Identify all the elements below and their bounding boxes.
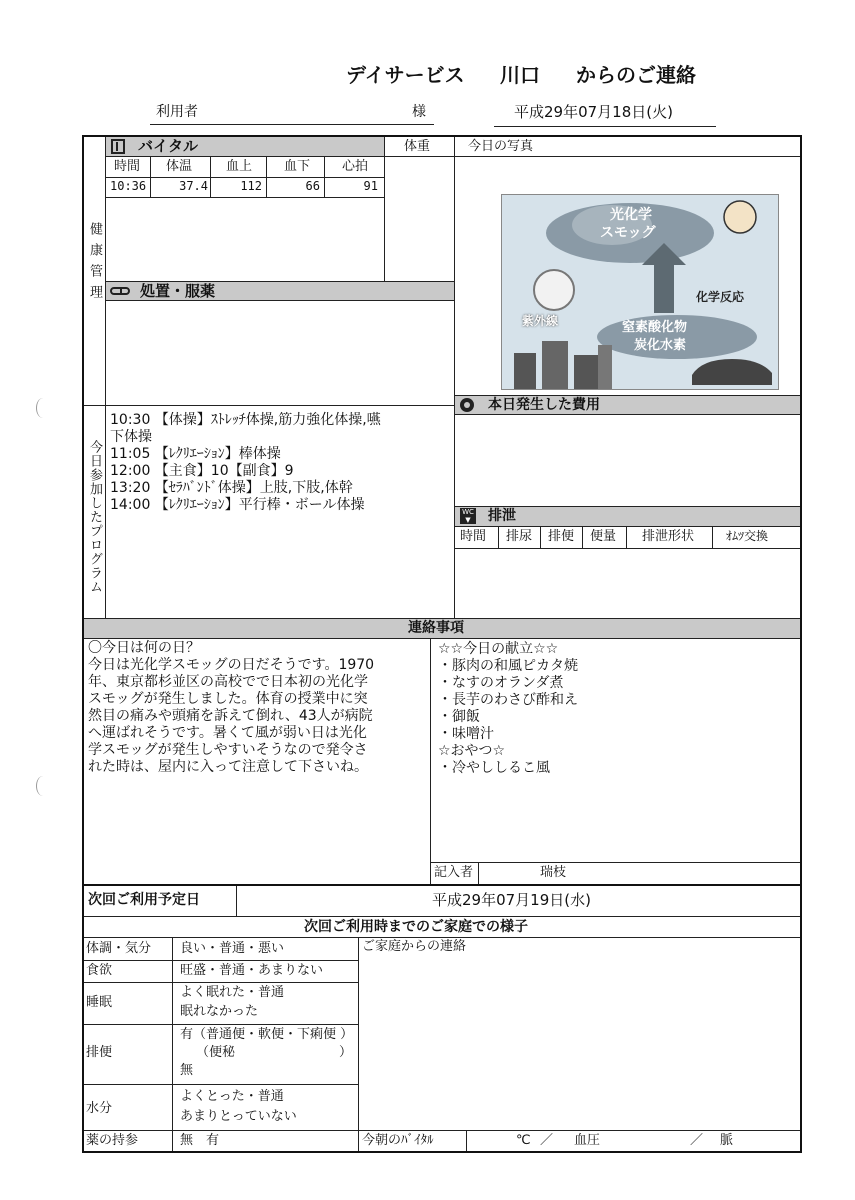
menu-line: ☆おやつ☆ xyxy=(438,743,506,759)
family-row-line xyxy=(84,1130,800,1131)
nox-text-2: 炭化水素 xyxy=(634,338,687,353)
vital-header-bp-high: 血上 xyxy=(226,159,253,174)
family-label-divider xyxy=(172,937,173,1151)
vital-header-line xyxy=(106,177,384,178)
program-line: 下体操 xyxy=(110,429,152,445)
toilet-icon: WC ▼ xyxy=(460,508,476,524)
excretion-col-4 xyxy=(626,526,627,548)
nox-text-1: 窒素酸化物 xyxy=(622,320,688,335)
title-prefix: デイサービス xyxy=(346,63,465,87)
excretion-header-stool: 排便 xyxy=(548,529,575,544)
vital-col-4 xyxy=(324,156,325,198)
vital-value-pulse: 91 xyxy=(363,179,378,193)
family-title-line xyxy=(84,937,800,938)
program-top-line xyxy=(84,405,454,406)
program-line: 14:00 【ﾚｸﾘｴｰｼｮﾝ】平行棒・ボール体操 xyxy=(110,497,365,513)
health-label-divider xyxy=(105,137,106,618)
coin-icon xyxy=(460,398,474,412)
uv-text: 紫外線 xyxy=(522,314,559,328)
temp-unit: ℃ xyxy=(516,1133,531,1148)
treatment-title: 処置・服薬 xyxy=(140,282,216,300)
notes-left-line: れた時は、屋内に入って注意して下さいね。 xyxy=(88,759,368,775)
treatment-title-line xyxy=(106,300,454,301)
family-row-line xyxy=(84,1084,358,1085)
excretion-header-shape: 排泄形状 xyxy=(642,529,695,544)
notes-left-line: 今日は光化学スモッグの日だそうです。1970 xyxy=(88,657,375,673)
cost-title-line xyxy=(454,414,800,415)
notes-left-line: 学スモッグが発生しやすいそうなので発令さ xyxy=(88,742,368,758)
smog-text-1: 光化学 xyxy=(610,207,652,223)
excretion-col-3 xyxy=(582,526,583,548)
family-row-options-sleep-1: よく眠れた・普通 xyxy=(180,985,285,1000)
excretion-header-amount: 便量 xyxy=(590,529,617,544)
family-row-line xyxy=(84,960,358,961)
weight-label: 体重 xyxy=(404,139,431,154)
family-row-label-water: 水分 xyxy=(86,1101,113,1116)
pill-icon xyxy=(110,287,130,295)
binder-hole-mark xyxy=(36,776,50,796)
menu-line: ・なすのオランダ煮 xyxy=(438,675,564,691)
excretion-col-2 xyxy=(540,526,541,548)
family-title: 次回ご利用時までのご家庭での様子 xyxy=(304,919,528,935)
thermometer-icon xyxy=(111,139,125,154)
photo-left-divider xyxy=(454,137,455,618)
vital-header-time: 時間 xyxy=(114,159,141,174)
pulse-label: 脈 xyxy=(720,1133,734,1148)
family-row-label-medicine: 薬の持参 xyxy=(86,1133,139,1148)
vital-col-3 xyxy=(266,156,267,198)
menu-line: ・御飯 xyxy=(438,709,480,725)
cost-title: 本日発生した費用 xyxy=(488,397,600,413)
writer-line xyxy=(430,862,800,863)
program-line: 10:30 【体操】ｽﾄﾚｯﾁ体操,筋力強化体操,嚥 xyxy=(110,412,381,428)
notes-left-line: スモッグが発生しました。体育の授業中に突 xyxy=(88,691,368,707)
vital-value-bp-low: 66 xyxy=(305,179,320,193)
family-row-options-sleep-2: 眠れなかった xyxy=(180,1004,259,1019)
title-name: 川口 xyxy=(500,63,540,87)
notes-left-line: へ運ばれそうです。暑くて風が弱い日は光化 xyxy=(88,725,367,741)
user-underline xyxy=(150,124,434,125)
family-options-divider xyxy=(358,937,359,1151)
family-row-line xyxy=(84,982,358,983)
menu-line: ・冷やししるこ風 xyxy=(438,760,550,776)
family-row-options-condition: 良い・普通・悪い xyxy=(180,941,285,956)
program-line: 11:05 【ﾚｸﾘｴｰｼｮﾝ】棒体操 xyxy=(110,446,281,462)
program-lines xyxy=(110,412,381,514)
family-row-options-stool-2: （便秘 ） xyxy=(196,1045,353,1060)
notes-title: 連絡事項 xyxy=(408,620,464,636)
family-row-options-stool-1: 有（普通便・軟便・下痢便 ） xyxy=(180,1027,354,1042)
morning-vital-label: 今朝のﾊﾞｲﾀﾙ xyxy=(362,1133,434,1148)
next-visit-date: 平成29年07月19日(水) xyxy=(432,891,591,909)
notes-left-text xyxy=(88,640,374,776)
excretion-header-line xyxy=(454,548,800,549)
family-row-options-appetite: 旺盛・普通・あまりない xyxy=(180,963,324,978)
excretion-header-diaper: ｵﾑﾂ交換 xyxy=(726,529,769,543)
morning-vital-divider xyxy=(466,1130,467,1151)
family-row-label-condition: 体調・気分 xyxy=(86,941,152,956)
smog-text-2: スモッグ xyxy=(600,225,656,241)
writer-divider xyxy=(478,862,479,884)
excretion-title: 排泄 xyxy=(488,508,516,524)
program-line: 13:20 【ｾﾗﾊﾞﾝﾄﾞ体操】上肢,下肢,体幹 xyxy=(110,480,353,496)
date-underline xyxy=(494,126,716,127)
weight-line xyxy=(384,156,454,157)
vital-col-2 xyxy=(210,156,211,198)
photo-label: 今日の写真 xyxy=(468,139,534,154)
slash-1: ／ xyxy=(540,1133,554,1148)
family-row-options-water-1: よくとった・普通 xyxy=(180,1089,284,1104)
honorific: 様 xyxy=(412,104,426,120)
menu-line: ☆☆今日の献立☆☆ xyxy=(438,641,559,657)
user-label: 利用者 xyxy=(156,104,198,120)
notes-title-line xyxy=(84,638,800,639)
binder-hole-mark xyxy=(36,398,50,418)
bp-label: 血圧 xyxy=(574,1133,601,1148)
next-visit-divider xyxy=(236,886,237,916)
vital-header-pulse: 心拍 xyxy=(342,159,369,174)
reaction-text: 化学反応 xyxy=(696,290,745,304)
vital-value-bp-high: 112 xyxy=(240,179,262,193)
vital-value-temp: 37.4 xyxy=(179,179,208,193)
title-suffix: からのご連絡 xyxy=(576,63,696,87)
health-section-label: 健康管理 xyxy=(87,222,102,306)
vital-right-divider xyxy=(384,137,385,281)
next-visit-bottom-line xyxy=(84,916,800,917)
notes-center-divider xyxy=(430,638,431,884)
program-section-label: 今日参加したプログラム xyxy=(87,440,102,594)
vital-value-line xyxy=(106,197,384,198)
frame-right xyxy=(800,135,802,1153)
excretion-header-urine: 排尿 xyxy=(506,529,533,544)
menu-line: ・長芋のわさび酢和え xyxy=(438,692,578,708)
excretion-title-line xyxy=(454,526,800,527)
next-visit-label: 次回ご利用予定日 xyxy=(88,892,200,908)
vital-header-temp: 体温 xyxy=(166,159,193,174)
menu-line: ・味噌汁 xyxy=(438,726,494,742)
family-row-options-water-2: あまりとっていない xyxy=(180,1109,297,1124)
header-date: 平成29年07月18日(火) xyxy=(514,103,673,121)
vital-header-bp-low: 血下 xyxy=(284,159,311,174)
notes-left-line: 〇今日は何の日？ xyxy=(88,640,200,656)
vital-value-time: 10:36 xyxy=(110,179,147,193)
family-row-label-sleep: 睡眠 xyxy=(86,995,113,1010)
family-row-options-medicine: 無 有 xyxy=(180,1133,220,1148)
family-row-options-stool-3: 無 xyxy=(180,1063,194,1078)
writer-name: 瑞枝 xyxy=(540,865,567,880)
frame-bottom xyxy=(82,1151,802,1153)
notes-left-line: 然目の痛みや頭痛を訴えて倒れ、43人が病院 xyxy=(88,708,373,724)
excretion-col-1 xyxy=(498,526,499,548)
vital-col-1 xyxy=(150,156,151,198)
family-row-line xyxy=(84,1024,358,1025)
menu-line: ・豚肉の和風ピカタ焼 xyxy=(438,658,578,674)
excretion-header-time: 時間 xyxy=(460,529,487,544)
vital-title-line xyxy=(106,156,384,157)
program-line: 12:00 【主食】10【副食】9 xyxy=(110,463,294,479)
family-row-label-stool: 排便 xyxy=(86,1045,113,1060)
family-row-label-appetite: 食欲 xyxy=(86,963,113,978)
photo-label-line xyxy=(454,156,800,157)
notes-right-text xyxy=(438,641,578,777)
writer-label: 記入者 xyxy=(434,865,474,880)
family-contact-label: ご家庭からの連絡 xyxy=(362,939,467,954)
notes-left-line: 年、東京都杉並区の高校でで日本初の光化学 xyxy=(88,674,368,690)
frame-left xyxy=(82,135,84,1153)
smog-illustration xyxy=(501,194,779,390)
next-visit-top-line xyxy=(84,884,800,886)
excretion-col-5 xyxy=(712,526,713,548)
vital-title: バイタル xyxy=(138,137,199,155)
slash-2: ／ xyxy=(690,1133,704,1148)
